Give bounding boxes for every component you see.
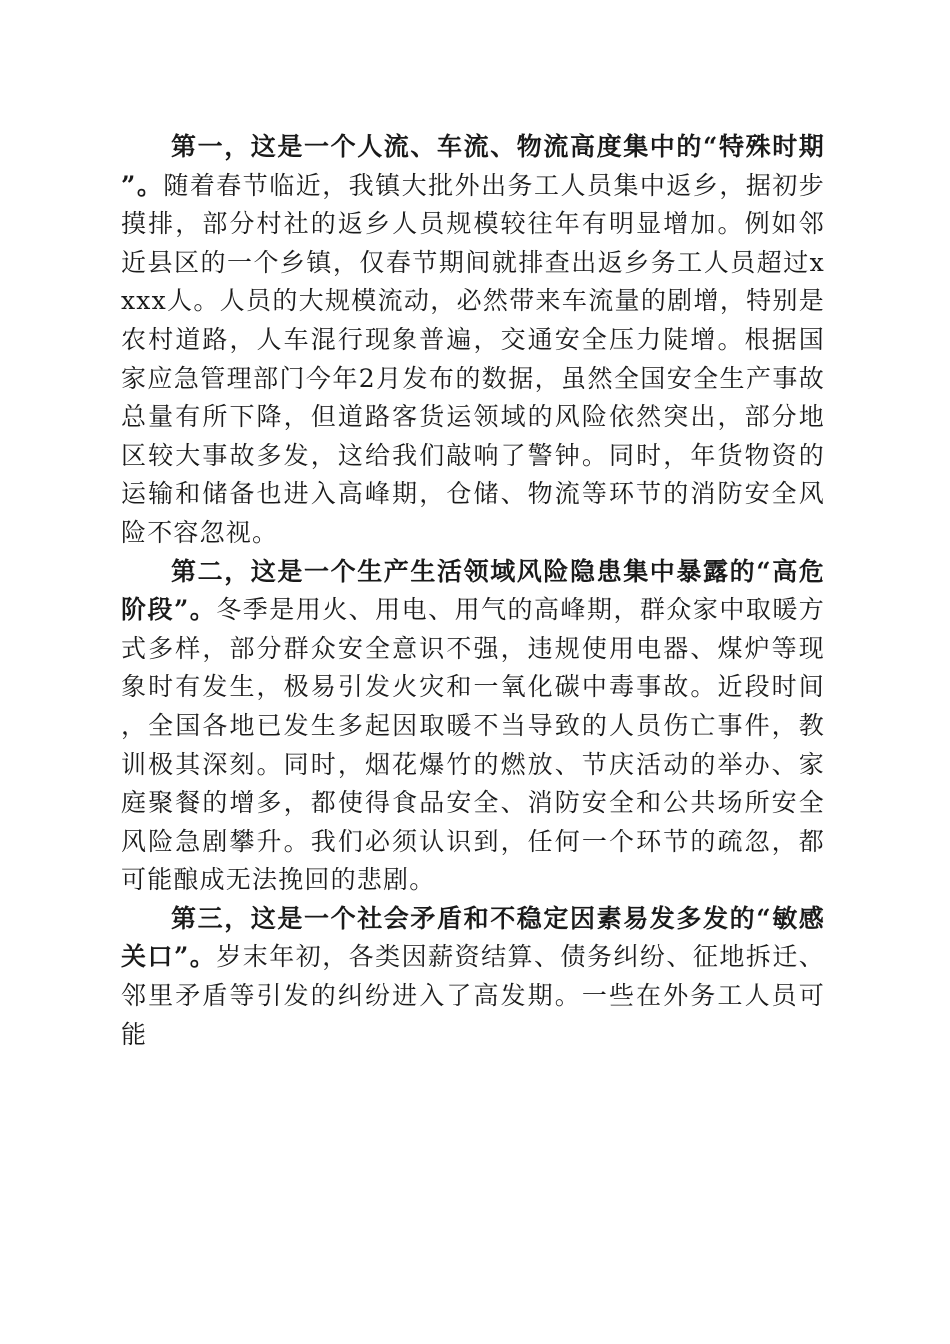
document-body xyxy=(121,128,825,1054)
paragraph-2-body: 冬季是用火、用电、用气的高峰期，群众家中取暖方式多样，部分群众安全意识不强，违规使用电器、煤炉等现象时有发生，极易引发火灾和一氧化碳中毒事故。近段时间，全国各地已发生多起因取暖不当导致的人员伤亡事件，教训极其深刻。同时，烟花爆竹的燃放、节庆活动的举办、家庭聚餐的增多，都使得食品安全、消防安全和公共场所安全风险急剧攀升。我们必须认识到，任何一个环节的疏忽，都可能酿成无法挽回的悲剧。 xyxy=(121,595,825,895)
paragraph-3 xyxy=(121,900,825,1054)
paragraph-3-body: 岁末年初，各类因薪资结算、债务纠纷、征地拆迁、邻里矛盾等引发的纠纷进入了高发期。一些在外务工人员可能 xyxy=(121,942,825,1049)
paragraph-2 xyxy=(121,553,825,900)
paragraph-2-lead: 第二，这是一个生产生活领域风险隐患集中暴露的“高危阶段”。 xyxy=(121,556,825,625)
paragraph-1 xyxy=(121,128,825,553)
paragraph-1-lead: 第一，这是一个人流、车流、物流高度集中的“特殊时期”。 xyxy=(121,132,825,200)
paragraph-1-body: 随着春节临近，我镇大批外出务工人员集中返乡，据初步摸排，部分村社的返乡人员规模较往年有明显增加。例如邻近县区的一个乡镇，仅春节期间就排查出返乡务工人员超过xxxx人。人员的大规模流动，必然带来车流量的剧增，特别是农村道路，人车混行现象普遍，交通安全压力陡增。根据国家应急管理部门今年2月发布的数据，虽然全国安全生产事故总量有所下降，但道路客货运领域的风险依然突出，部分地区较大事故多发，这给我们敲响了警钟。同时，年货物资的运输和储备也进入高峰期，仓储、物流等环节的消防安全风险不容忽视。 xyxy=(121,170,825,547)
paragraph-3-lead: 第三，这是一个社会矛盾和不稳定因素易发多发的“敏感关口”。 xyxy=(121,903,825,972)
